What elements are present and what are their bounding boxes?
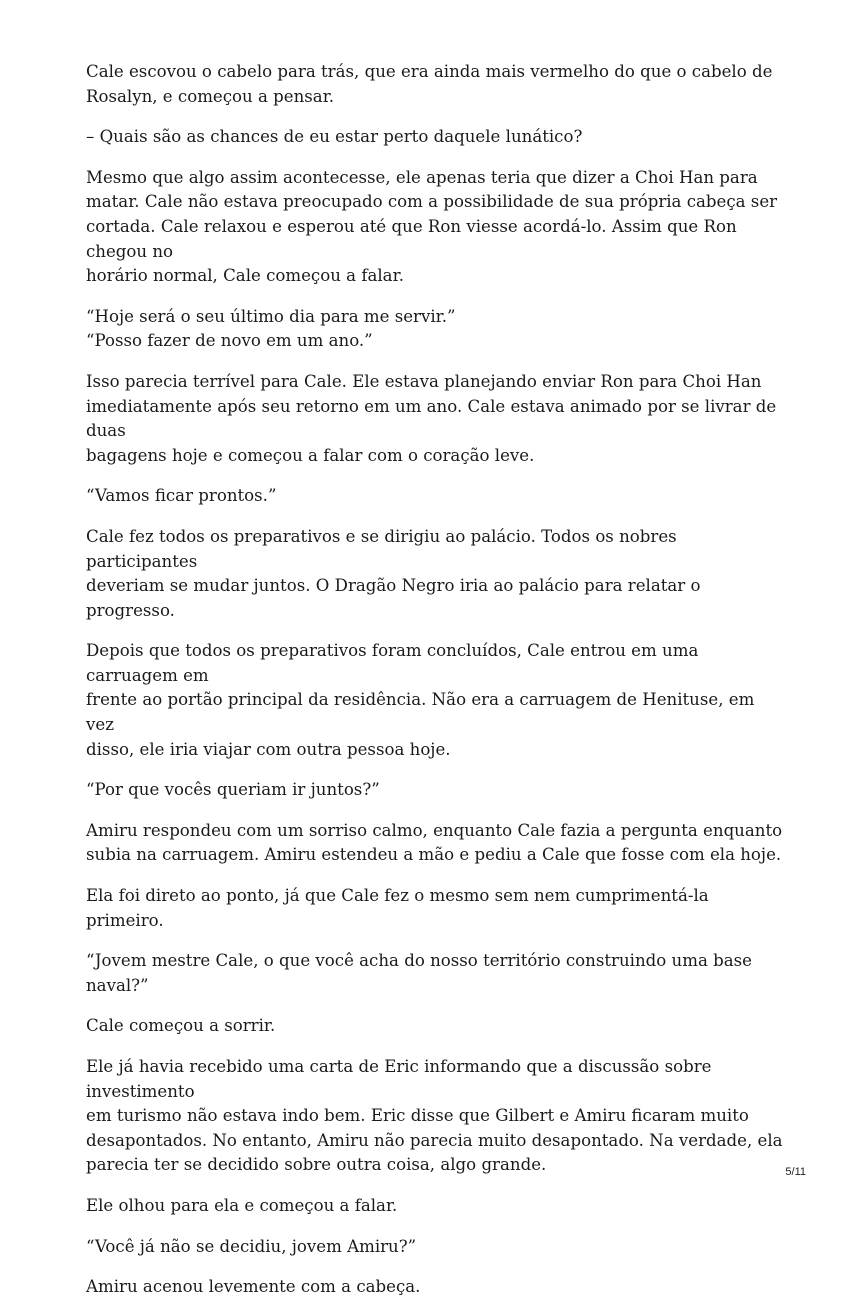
paragraph-1: Cale escovou o cabelo para trás, que era ainda mais vermelho do que o cabelo de Rosalyn, e começou a pensar.: [86, 62, 773, 106]
paragraph-12: “Jovem mestre Cale, o que você acha do nosso território construindo uma base naval?”: [86, 951, 752, 995]
paragraph-7: Cale fez todos os preparativos e se dirigiu ao palácio. Todos os nobres participantes deveriam se mudar juntos. O Dragão Negro iria ao palácio para relatar o progresso.: [86, 526, 701, 620]
document-body: [86, 60, 786, 1316]
paragraph-3: Mesmo que algo assim acontecesse, ele apenas teria que dizer a Choi Han para matar. Cale não estava preocupado com a possibilidade de sua própria cabeça ser cortada. Cale relaxou e esperou até que Ron viesse acordá-lo. Assim que Ron chegou no horário normal, Cale começou a falar.: [86, 167, 778, 286]
paragraph-6: “Vamos ficar prontos.”: [86, 486, 277, 506]
paragraph-11: Ela foi direto ao ponto, já que Cale fez o mesmo sem nem cumprimentá-la primeiro.: [86, 886, 709, 930]
paragraph-13: Cale começou a sorrir.: [86, 1016, 276, 1036]
paragraph-10: Amiru respondeu com um sorriso calmo, enquanto Cale fazia a pergunta enquanto subia na carruagem. Amiru estendeu a mão e pediu a Cale que fosse com ela hoje.: [86, 820, 783, 865]
paragraph-16: “Você já não se decidiu, jovem Amiru?”: [86, 1236, 417, 1256]
paragraph-14: Ele já havia recebido uma carta de Eric informando que a discussão sobre investimento em turismo não estava indo bem. Eric disse que Gilbert e Amiru ficaram muito desapontados. No entanto, Amiru não parecia muito desapontado. Na verdade, ela parecia ter se decidido sobre outra coisa, algo grande.: [86, 1057, 783, 1175]
paragraph-9: “Por que vocês queriam ir juntos?”: [86, 780, 380, 800]
paragraph-5: Isso parecia terrível para Cale. Ele estava planejando enviar Ron para Choi Han imediatamente após seu retorno em um ano. Cale estava animado por se livrar de duas bagagens hoje e começou a falar com o coração leve.: [86, 371, 777, 465]
paragraph-4: “Hoje será o seu último dia para me servir.” “Posso fazer de novo em um ano.”: [86, 306, 456, 351]
page-number: 5/11: [785, 1166, 806, 1178]
paragraph-15: Ele olhou para ela e começou a falar.: [86, 1195, 398, 1215]
paragraph-2: – Quais são as chances de eu estar perto daquele lunático?: [86, 127, 583, 147]
paragraph-8: Depois que todos os preparativos foram concluídos, Cale entrou em uma carruagem em frente ao portão principal da residência. Não era a carruagem de Henituse, em vez disso, ele iria viajar com outra pessoa hoje.: [86, 641, 755, 759]
paragraph-17: Amiru acenou levemente com a cabeça.: [86, 1277, 421, 1297]
